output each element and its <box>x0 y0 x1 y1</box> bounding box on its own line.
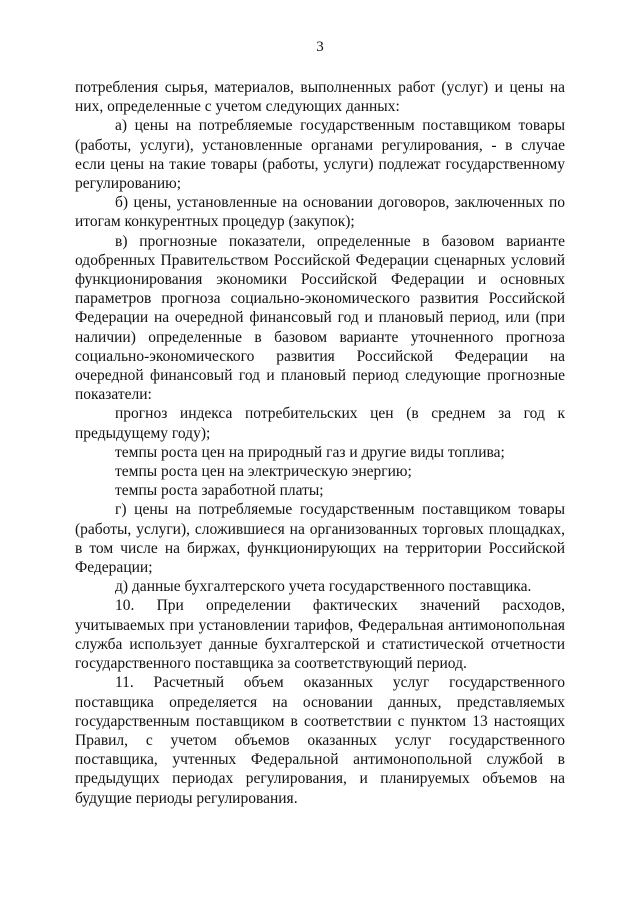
paragraph-item-v: в) прогнозные показатели, определенные в базовом варианте одобренных Правительством Российской Федерации сценарных условий функционирования экономики Российской Федерации и основных параметров прогноза социально-экономического развития Российской Федерации на очередной финансовый год и плановый период, или (при наличии) определенные в базовом варианте уточненного прогноза социально-экономического развития Российской Федерации на очередной финансовый год и плановый период следующие прогнозные показатели: <box>75 232 565 404</box>
paragraph-indicator-gas: темпы роста цен на природный газ и другие виды топлива; <box>115 443 505 461</box>
paragraph-item-b: б) цены, установленные на основании договоров, заключенных по итогам конкурентных процедур (закупок); <box>75 194 565 231</box>
page-number: 3 <box>316 39 324 55</box>
paragraph-indicator-cpi: прогноз индекса потребительских цен (в среднем за год к предыдущему году); <box>75 405 565 442</box>
paragraph-item-g: г) цены на потребляемые государственным поставщиком товары (работы, услуги), сложившиеся на организованных торговых площадках, в том числе на биржах, функционирующих на территории Российской Федерации; <box>75 501 565 577</box>
paragraph-indicator-wages: темпы роста заработной платы; <box>115 482 324 500</box>
paragraph-clause-11: 11. Расчетный объем оказанных услуг государственного поставщика определяется на основании данных, представляемых государственным поставщиком в соответствии с пунктом 13 настоящих Правил, с учетом объемов оказанных услуг государственного поставщика, учтенных Федеральной антимонопольной службой в предыдущих периодах регулирования, и планируемых объемов на будущие периоды регулирования. <box>75 674 565 807</box>
paragraph-clause-10: 10. При определении фактических значений расходов, учитываемых при установлении тарифов, Федеральная антимонопольная служба использует данные бухгалтерской и статистической отчетности государственного поставщика за соответствующий период. <box>75 597 565 673</box>
paragraph-item-d: д) данные бухгалтерского учета государственного поставщика. <box>115 578 532 596</box>
paragraph-item-a: а) цены на потребляемые государственным поставщиком товары (работы, услуги), установленные органами регулирования, - в случае если цены на такие товары (работы, услуги) подлежат государственному регулированию; <box>75 117 565 193</box>
paragraph-indicator-electricity: темпы роста цен на электрическую энергию; <box>115 463 412 481</box>
paragraph-continuation: потребления сырья, материалов, выполненных работ (услуг) и цены на них, определенные с учетом следующих данных: <box>75 79 565 116</box>
document-body <box>75 78 565 808</box>
